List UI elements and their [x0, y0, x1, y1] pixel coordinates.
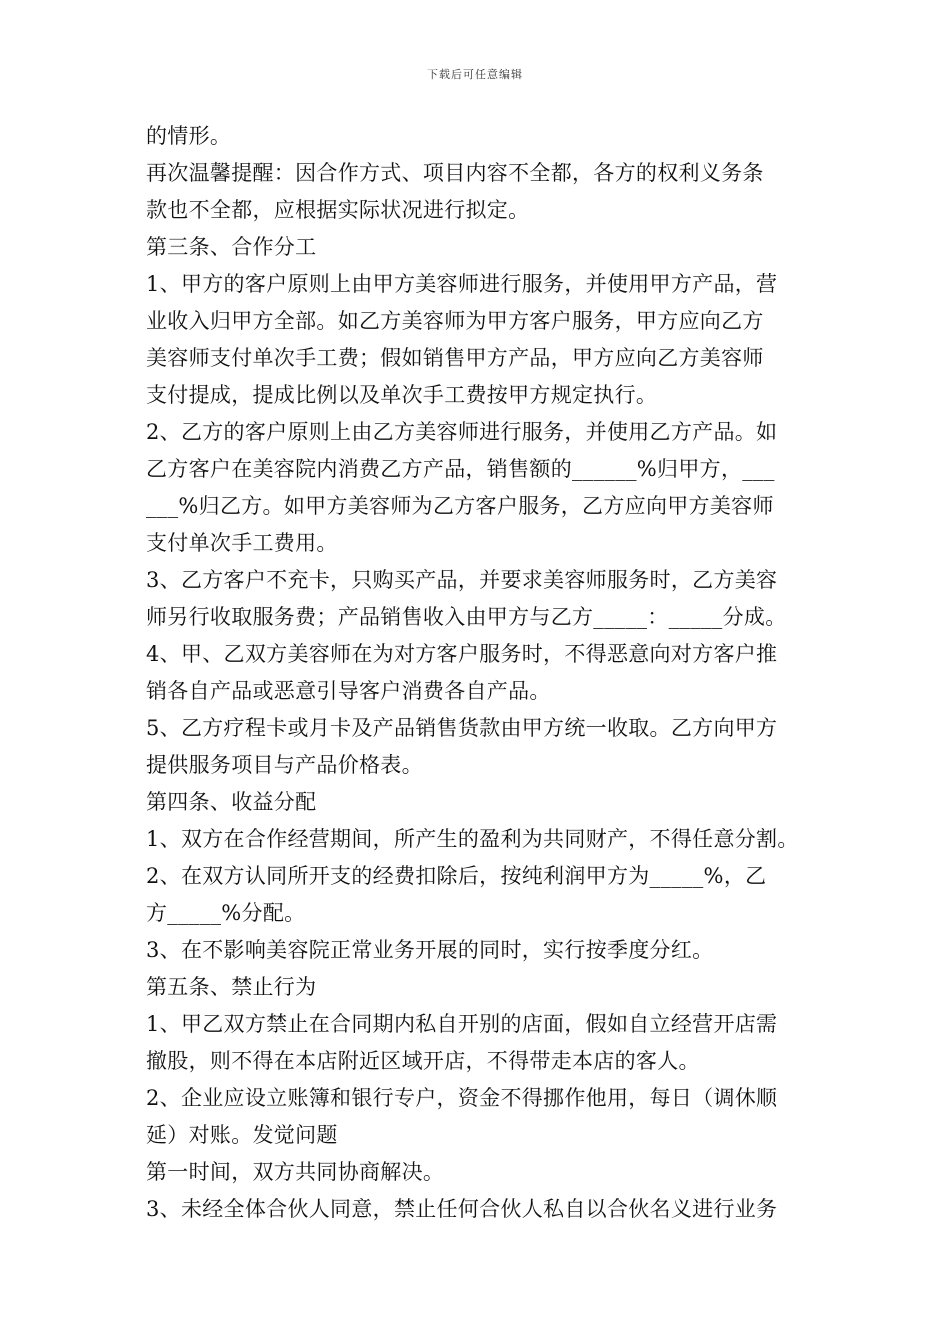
- text-line: 业收入归甲方全部。如乙方美容师为甲方客户服务，甲方应向乙方: [146, 309, 764, 333]
- text-line: 3、未经全体合伙人同意，禁止任何合伙人私自以合伙名义进行业务: [146, 1197, 778, 1221]
- text-line: 的情形。: [146, 124, 232, 148]
- text-line: 美容师支付单次手工费；假如销售甲方产品，甲方应向乙方美容师: [146, 346, 764, 370]
- text-line: 方_____%分配。: [146, 901, 306, 925]
- page-header: 下载后可任意编辑: [427, 68, 523, 81]
- text-line: 2、乙方的客户原则上由乙方美容师进行服务，并使用乙方产品。如: [146, 420, 778, 444]
- document-body: [146, 118, 814, 1228]
- text-line: 乙方客户在美容院内消费乙方产品，销售额的______%归甲方，___: [146, 457, 775, 481]
- section-heading: 第三条、合作分工: [146, 235, 317, 259]
- text-line: 5、乙方疗程卡或月卡及产品销售货款由甲方统一收取。乙方向甲方: [146, 716, 778, 740]
- text-line: 1、甲乙双方禁止在合同期内私自开别的店面，假如自立经营开店需: [146, 1012, 778, 1036]
- text-line: 4、甲、乙双方美容师在为对方客户服务时，不得恶意向对方客户推: [146, 642, 778, 666]
- text-line: 销各自产品或恶意引导客户消费各自产品。: [146, 679, 551, 703]
- text-line: 延）对账。发觉问题: [146, 1123, 338, 1147]
- text-line: 第一时间，双方共同协商解决。: [146, 1160, 445, 1184]
- text-line: 2、企业应设立账簿和银行专户，资金不得挪作他用，每日（调休顺: [146, 1086, 778, 1110]
- text-line: 支付提成，提成比例以及单次手工费按甲方规定执行。: [146, 383, 658, 407]
- text-line: 再次温馨提醒：因合作方式、项目内容不全都，各方的权利义务条: [146, 161, 764, 185]
- text-line: 2、在双方认同所开支的经费扣除后，按纯利润甲方为_____%，乙: [146, 864, 767, 888]
- text-line: 3、在不影响美容院正常业务开展的同时，实行按季度分红。: [146, 938, 714, 962]
- text-line: 师另行收取服务费；产品销售收入由甲方与乙方_____：_____分成。: [146, 605, 787, 629]
- text-line: 支付单次手工费用。: [146, 531, 338, 555]
- text-line: 1、甲方的客户原则上由甲方美容师进行服务，并使用甲方产品，营: [146, 272, 778, 296]
- text-line: 3、乙方客户不充卡，只购买产品，并要求美容师服务时，乙方美容: [146, 568, 778, 592]
- text-line: 1、双方在合作经营期间，所产生的盈利为共同财产，不得任意分割。: [146, 827, 799, 851]
- text-line: 提供服务项目与产品价格表。: [146, 753, 423, 777]
- section-heading: 第五条、禁止行为: [146, 975, 317, 999]
- text-line: 撤股，则不得在本店附近区域开店，不得带走本店的客人。: [146, 1049, 700, 1073]
- text-line: 款也不全都，应根据实际状况进行拟定。: [146, 198, 530, 222]
- section-heading: 第四条、收益分配: [146, 790, 317, 814]
- text-line: ___%归乙方。如甲方美容师为乙方客户服务，乙方应向甲方美容师: [146, 494, 774, 518]
